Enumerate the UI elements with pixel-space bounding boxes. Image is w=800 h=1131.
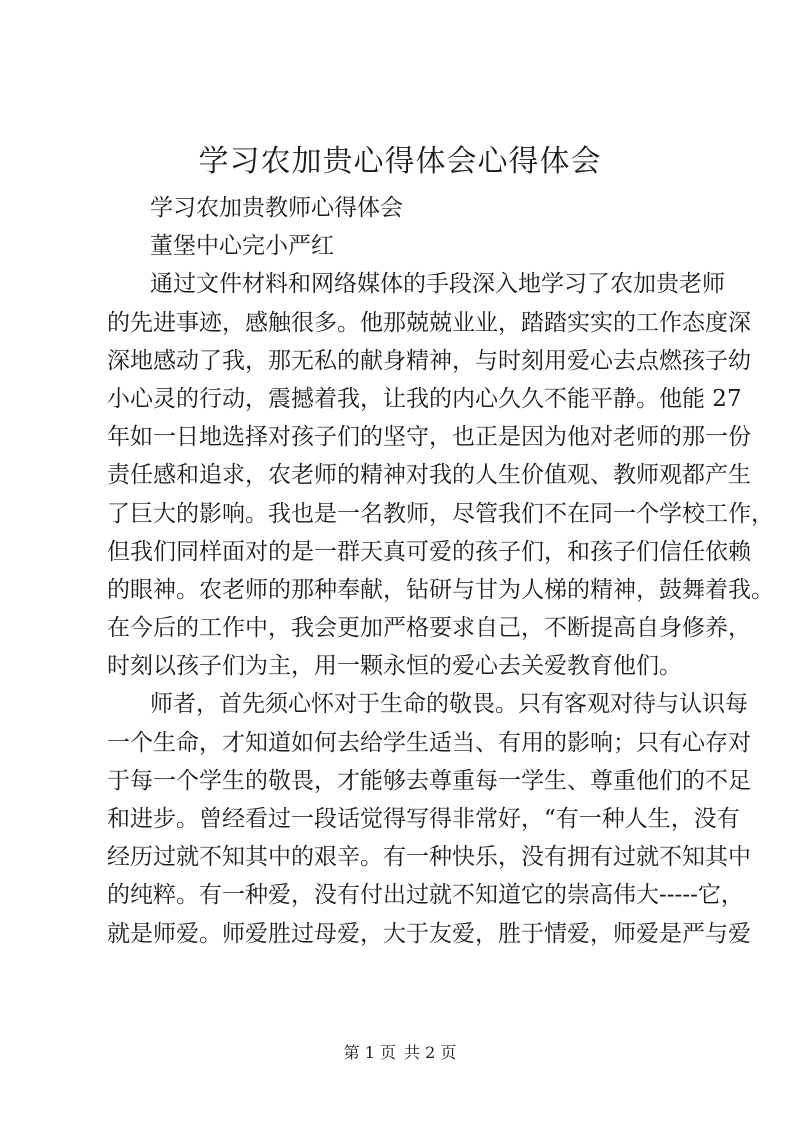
paragraph-line: 小心灵的行动，震撼着我，让我的内心久久不能平静。他能 27 — [107, 385, 742, 412]
page-number: 第 1 页 — [343, 1043, 396, 1062]
paragraph-line: 于每一个学生的敬畏，才能够去尊重每一学生、尊重他们的不足 — [107, 767, 751, 794]
paragraph-line: 责任感和追求，农老师的精神对我的人生价值观、教师观都产生 — [107, 462, 751, 489]
paragraph-line: 通过文件材料和网络媒体的手段深入地学习了农加贵老师 — [150, 271, 725, 298]
page-total: 共 2 页 — [404, 1043, 457, 1062]
paragraph-line: 时刻以孩子们为主，用一颗永恒的爱心去关爱教育他们。 — [107, 653, 682, 680]
paragraph-line: 经历过就不知其中的艰辛。有一种快乐，没有拥有过就不知其中 — [107, 844, 751, 871]
author-line: 董堡中心完小严红 — [150, 233, 334, 260]
paragraph-line: 的眼神。农老师的那种奉献，钻研与甘为人梯的精神，鼓舞着我。 — [107, 576, 774, 603]
paragraph-line: 一个生命，才知道如何去给学生适当、有用的影响；只有心存对 — [107, 729, 751, 756]
paragraph-line: 了巨大的影响。我也是一名教师，尽管我们不在同一个学校工作， — [107, 500, 774, 527]
paragraph-line: 在今后的工作中，我会更加严格要求自己，不断提高自身修养， — [107, 615, 751, 642]
paragraph-line: 但我们同样面对的是一群天真可爱的孩子们，和孩子们信任依赖 — [107, 538, 751, 565]
document-body — [107, 189, 774, 953]
paragraph-line: 师者，首先须心怀对于生命的敬畏。只有客观对待与认识每 — [150, 691, 748, 718]
page-footer — [0, 1043, 800, 1063]
paragraph-line: 的纯粹。有一种爱，没有付出过就不知道它的崇高伟大-----它， — [107, 882, 744, 909]
document-title: 学习农加贵心得体会心得体会 — [198, 144, 602, 179]
subtitle-line: 学习农加贵教师心得体会 — [150, 195, 403, 221]
paragraph-line: 的先进事迹，感触很多。他那兢兢业业，踏踏实实的工作态度深 — [107, 309, 751, 336]
paragraph-line: 和进步。曾经看过一段话觉得写得非常好，“有一种人生，没有 — [107, 806, 740, 832]
paragraph-line: 就是师爱。师爱胜过母爱，大于友爱，胜于情爱，师爱是严与爱 — [107, 920, 751, 947]
paragraph-line: 年如一日地选择对孩子们的坚守，也正是因为他对老师的那一份 — [107, 424, 751, 451]
paragraph-line: 深地感动了我，那无私的献身精神，与时刻用爱心去点燃孩子幼 — [107, 347, 751, 374]
